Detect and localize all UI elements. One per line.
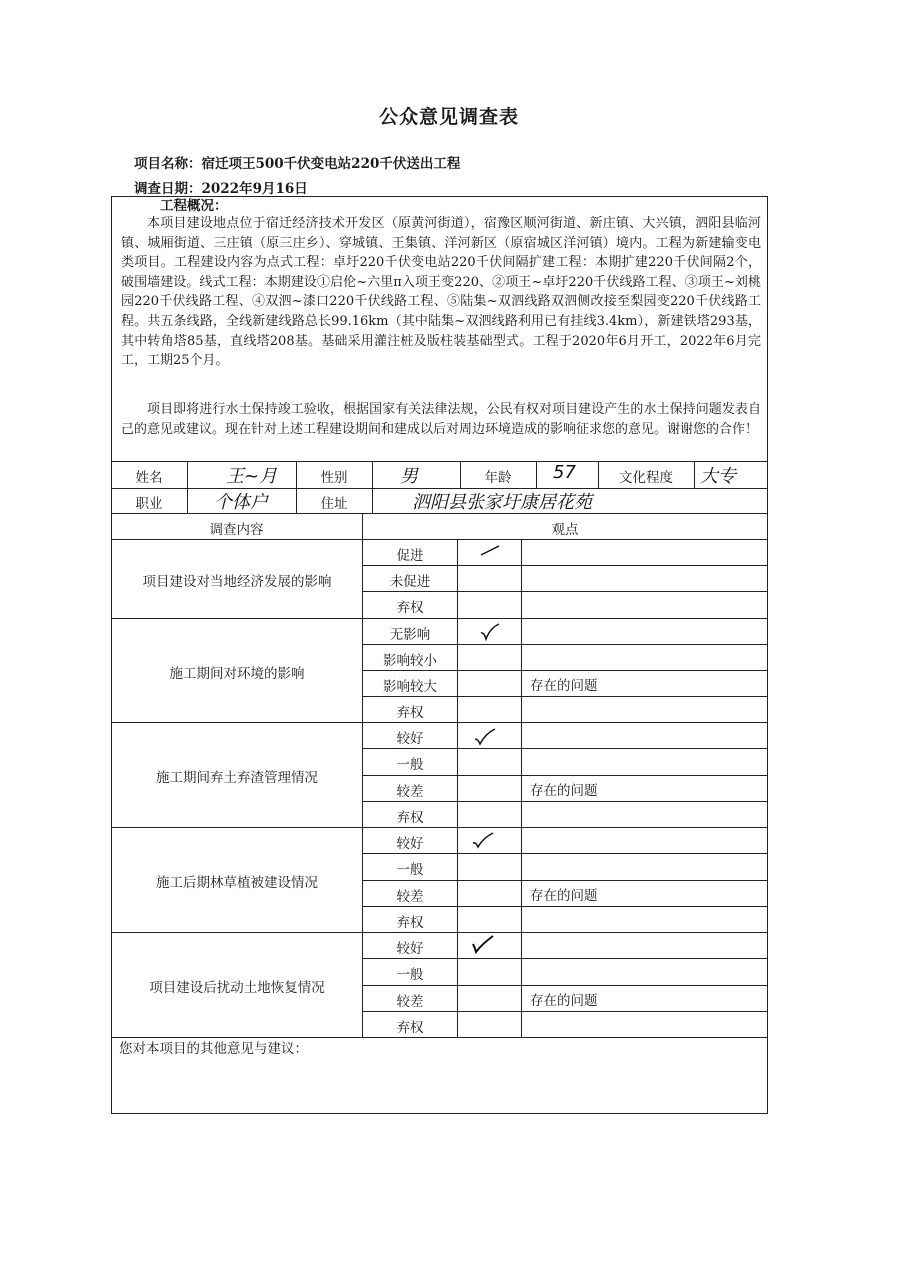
divider bbox=[362, 853, 768, 854]
option-large-impact: 影响较大 bbox=[383, 679, 437, 695]
option-promote: 促进 bbox=[396, 548, 424, 564]
comments-label: 您对本项目的其他意见与建议： bbox=[119, 1041, 308, 1057]
divider bbox=[457, 539, 458, 1037]
option-small-impact: 影响较小 bbox=[383, 653, 437, 669]
divider bbox=[362, 1011, 768, 1012]
divider bbox=[111, 1037, 768, 1038]
divider bbox=[187, 461, 188, 513]
divider bbox=[362, 591, 768, 592]
divider bbox=[362, 565, 768, 566]
divider bbox=[111, 932, 768, 933]
check-mark-icon bbox=[470, 934, 496, 956]
option-average: 一般 bbox=[396, 757, 424, 773]
problem-label: 存在的问题 bbox=[530, 678, 598, 694]
divider bbox=[362, 748, 768, 749]
survey-item-construction-environment: 施工期间对环境的影响 bbox=[169, 666, 305, 682]
option-abstain: 弃权 bbox=[396, 600, 424, 616]
option-abstain: 弃权 bbox=[396, 915, 424, 931]
option-good: 较好 bbox=[396, 836, 424, 852]
check-mark-icon bbox=[472, 727, 498, 747]
check-mark-icon bbox=[478, 543, 502, 559]
age-value: 57 bbox=[553, 462, 576, 483]
option-good: 较好 bbox=[396, 941, 424, 957]
education-value: 大专 bbox=[700, 466, 736, 487]
option-poor: 较差 bbox=[396, 889, 424, 905]
survey-item-economy: 项目建设对当地经济发展的影响 bbox=[142, 574, 332, 590]
survey-date-value: 2022年9月16日 bbox=[201, 181, 308, 197]
divider bbox=[362, 644, 768, 645]
overview-heading: 工程概况： bbox=[160, 198, 228, 214]
survey-item-land-restoration: 项目建设后扰动土地恢复情况 bbox=[149, 980, 325, 996]
problem-label: 存在的问题 bbox=[530, 993, 598, 1009]
overview-paragraph-1: 本项目建设地点位于宿迁经济技术开发区（原黄河街道），宿豫区顺河街道、新庄镇、大兴镇，泗阳县临河镇、城厢街道、三庄镇（原三庄乡）、穿城镇、王集镇、洋河新区（原宿城区洋河镇）境内。工程为新建输变电类项目。工程建设内容为点式工程：卓圩220千伏变电站220千伏间隔扩建工程：本期扩建220千伏间隔2个，破围墙建设。线式工程：本期建设①启伦~六里π入项王变220、②项王~卓圩220千伏线路工程、③项王~刘桃园220千伏线路工程、④双泗~漆口220千伏线路工程、⑤陆集~双泗线路双泗侧改接至梨园变220千伏线路工程。共五条线路，全线新建线路总长99.16km（其中陆集~双泗线路利用已有挂线3.4km），新建铁塔293基，其中转角塔85基，直线塔208基。基础采用灌注桩及版柱装基础型式。工程于2020年6月开工，2022年6月完工，工期25个月。 bbox=[121, 216, 761, 369]
divider bbox=[372, 461, 373, 513]
survey-date-row bbox=[134, 177, 308, 197]
survey-item-vegetation: 施工后期林草植被建设情况 bbox=[156, 875, 318, 891]
name-label: 姓名 bbox=[135, 470, 163, 486]
option-abstain: 弃权 bbox=[396, 810, 424, 826]
job-value: 个体户 bbox=[214, 492, 268, 513]
option-average: 一般 bbox=[396, 862, 424, 878]
divider bbox=[111, 722, 768, 723]
project-name-value: 宿迁项王500千伏变电站220千伏送出工程 bbox=[201, 156, 461, 172]
divider bbox=[111, 539, 768, 540]
divider bbox=[362, 775, 768, 776]
option-good: 较好 bbox=[396, 731, 424, 747]
survey-item-spoil-management: 施工期间弃土弃渣管理情况 bbox=[156, 770, 318, 786]
divider bbox=[362, 880, 768, 881]
divider bbox=[111, 827, 768, 828]
option-abstain: 弃权 bbox=[396, 705, 424, 721]
divider bbox=[521, 539, 522, 1037]
divider bbox=[694, 461, 695, 488]
age-label: 年龄 bbox=[484, 470, 512, 486]
overview-paragraph-2: 项目即将进行水土保持竣工验收，根据国家有关法律法规，公民有权对项目建设产生的水土保持问题发表自己的意见或建议。现在针对上述工程建设期间和建成以后对周边环境造成的影响征求您的意见。谢谢您的合作！ bbox=[121, 402, 761, 437]
option-poor: 较差 bbox=[396, 784, 424, 800]
divider bbox=[362, 906, 768, 907]
gender-value: 男 bbox=[400, 466, 418, 487]
option-poor: 较差 bbox=[396, 994, 424, 1010]
survey-date-label: 调查日期： bbox=[134, 181, 202, 197]
address-value: 泗阳县张家圩康居花苑 bbox=[412, 492, 592, 513]
option-no-impact: 无影响 bbox=[389, 627, 431, 643]
content-header: 调查内容 bbox=[209, 522, 264, 538]
project-name-label: 项目名称： bbox=[134, 156, 202, 172]
divider bbox=[362, 801, 768, 802]
divider bbox=[536, 461, 537, 488]
gender-label: 性别 bbox=[320, 470, 348, 486]
divider bbox=[362, 696, 768, 697]
project-name-row bbox=[134, 152, 460, 172]
option-average: 一般 bbox=[396, 967, 424, 983]
divider bbox=[362, 985, 768, 986]
problem-label: 存在的问题 bbox=[530, 888, 598, 904]
page-title: 公众意见调查表 bbox=[378, 106, 519, 128]
name-value: 王~月 bbox=[226, 466, 278, 487]
check-mark-icon bbox=[470, 831, 496, 851]
education-label: 文化程度 bbox=[619, 470, 673, 486]
divider bbox=[362, 958, 768, 959]
option-not-promote: 未促进 bbox=[389, 574, 431, 590]
divider bbox=[111, 461, 768, 462]
divider bbox=[111, 618, 768, 619]
check-mark-icon bbox=[478, 622, 502, 642]
address-label: 住址 bbox=[320, 496, 348, 512]
divider bbox=[362, 670, 768, 671]
opinion-header: 观点 bbox=[551, 522, 579, 538]
job-label: 职业 bbox=[135, 496, 163, 512]
problem-label: 存在的问题 bbox=[530, 783, 598, 799]
option-abstain: 弃权 bbox=[396, 1020, 424, 1036]
